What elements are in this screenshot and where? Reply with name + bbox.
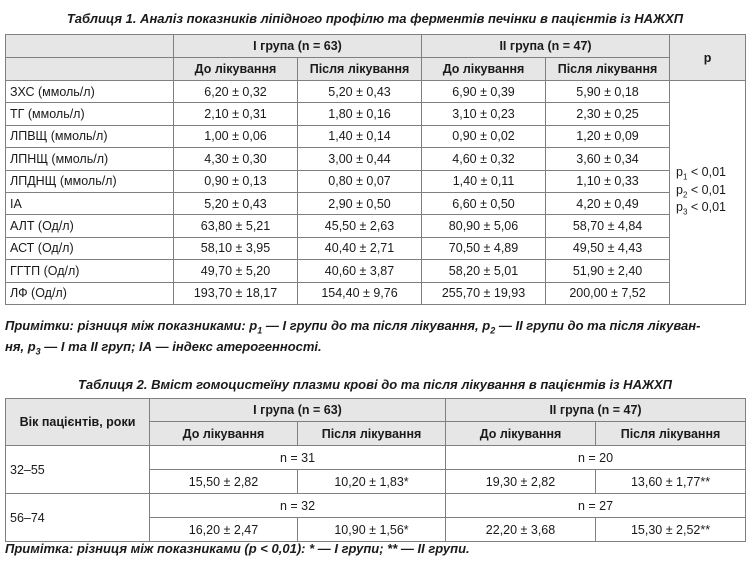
g1-after-value: 10,90 ± 1,56* — [298, 518, 446, 542]
g1-before-value: 16,20 ± 2,47 — [150, 518, 298, 542]
g2-before-value: 22,20 ± 3,68 — [446, 518, 596, 542]
p-values-cell — [670, 81, 746, 305]
g2-before-value: 255,70 ± 19,93 — [422, 282, 546, 304]
g2-before-value: 19,30 ± 2,82 — [446, 470, 596, 494]
table1-p-header: p — [670, 35, 746, 81]
table1-corner — [6, 35, 174, 58]
table1-group2-header: II група (n = 47) — [422, 35, 670, 58]
group2-n-count: n = 27 — [446, 494, 746, 518]
g2-after-value: 1,10 ± 0,33 — [546, 170, 670, 192]
table-row — [6, 494, 746, 518]
g1-before-value: 5,20 ± 0,43 — [174, 192, 298, 214]
table1-group1-header: I група (n = 63) — [174, 35, 422, 58]
g1-after-value: 3,00 ± 0,44 — [298, 148, 422, 170]
table2-note: Примітка: різниця між показниками (p < 0,01): * — I групи; ** — II групи. — [5, 541, 470, 556]
table1-g1-after-header: Після лікування — [298, 58, 422, 81]
table1-caption: Таблиця 1. Аналіз показників ліпідного профілю та ферментів печінки в пацієнтів із НАЖХП — [66, 11, 684, 26]
p2-value: $p_2 < 0,01$ — [676, 182, 727, 200]
g2-after-value: 58,70 ± 4,84 — [546, 215, 670, 237]
row-label: ЗХС (ммоль/л) — [6, 81, 174, 103]
g2-after-value: 4,20 ± 0,49 — [546, 192, 670, 214]
table1-corner-2 — [6, 58, 174, 81]
g2-before-value: 6,60 ± 0,50 — [422, 192, 546, 214]
table1-g2-before-header: До лікування — [422, 58, 546, 81]
row-label: ІА — [6, 192, 174, 214]
age-range-label: 56–74 — [6, 494, 150, 542]
g1-after-value: 10,20 ± 1,83* — [298, 470, 446, 494]
table1-note: Примітки: різниця між показниками: $p_1$ — I групи до та після лікування, $p_2$ — II групи до та після лікуван- ня, $p_3$ — I та II груп; ІА — індекс атерогенності. — [5, 318, 701, 357]
row-label: ЛПНЩ (ммоль/л) — [6, 148, 174, 170]
table1-lipid-profile — [5, 34, 746, 305]
table-row — [6, 192, 746, 214]
table-row — [6, 237, 746, 259]
table2-group1-header: I група (n = 63) — [150, 399, 446, 422]
table2-g2-before-header: До лікування — [446, 422, 596, 446]
g1-after-value: 154,40 ± 9,76 — [298, 282, 422, 304]
g2-before-value: 4,60 ± 0,32 — [422, 148, 546, 170]
g2-after-value: 13,60 ± 1,77** — [596, 470, 746, 494]
g1-after-value: 40,60 ± 3,87 — [298, 260, 422, 282]
g1-before-value: 1,00 ± 0,06 — [174, 125, 298, 147]
group1-n-count: n = 31 — [150, 446, 446, 470]
table2-g1-after-header: Після лікування — [298, 422, 446, 446]
table-row — [6, 215, 746, 237]
g2-before-value: 1,40 ± 0,11 — [422, 170, 546, 192]
g2-before-value: 58,20 ± 5,01 — [422, 260, 546, 282]
table-row — [6, 103, 746, 125]
table1-g1-before-header: До лікування — [174, 58, 298, 81]
table2-age-header: Вік пацієнтів, роки — [6, 399, 150, 446]
table2-g1-before-header: До лікування — [150, 422, 298, 446]
g1-before-value: 193,70 ± 18,17 — [174, 282, 298, 304]
g2-before-value: 70,50 ± 4,89 — [422, 237, 546, 259]
g1-after-value: 45,50 ± 2,63 — [298, 215, 422, 237]
row-label: ЛПВЩ (ммоль/л) — [6, 125, 174, 147]
g2-after-value: 200,00 ± 7,52 — [546, 282, 670, 304]
table2-g2-after-header: Після лікування — [596, 422, 746, 446]
g1-after-value: 2,90 ± 0,50 — [298, 192, 422, 214]
g1-after-value: 0,80 ± 0,07 — [298, 170, 422, 192]
table1-g2-after-header: Після лікування — [546, 58, 670, 81]
table-row — [6, 170, 746, 192]
row-label: ЛПДНЩ (ммоль/л) — [6, 170, 174, 192]
row-label: АСТ (Од/л) — [6, 237, 174, 259]
row-label: ГГТП (Од/л) — [6, 260, 174, 282]
table2-group2-header: II група (n = 47) — [446, 399, 746, 422]
g2-before-value: 6,90 ± 0,39 — [422, 81, 546, 103]
g2-after-value: 3,60 ± 0,34 — [546, 148, 670, 170]
table-row — [6, 148, 746, 170]
age-range-label: 32–55 — [6, 446, 150, 494]
g2-after-value: 5,90 ± 0,18 — [546, 81, 670, 103]
table2-caption: Таблиця 2. Вміст гомоцистеїну плазми крові до та після лікування в пацієнтів із НАЖХП — [77, 377, 673, 392]
table-row — [6, 260, 746, 282]
row-label: ЛФ (Од/л) — [6, 282, 174, 304]
table-row — [6, 282, 746, 304]
table-row — [6, 125, 746, 147]
g1-before-value: 15,50 ± 2,82 — [150, 470, 298, 494]
g1-after-value: 1,40 ± 0,14 — [298, 125, 422, 147]
p1-value: $p_1 < 0,01$ — [676, 165, 727, 182]
g2-before-value: 0,90 ± 0,02 — [422, 125, 546, 147]
g1-after-value: 5,20 ± 0,43 — [298, 81, 422, 103]
g2-after-value: 51,90 ± 2,40 — [546, 260, 670, 282]
g2-after-value: 2,30 ± 0,25 — [546, 103, 670, 125]
group1-n-count: n = 32 — [150, 494, 446, 518]
g1-before-value: 58,10 ± 3,95 — [174, 237, 298, 259]
g1-before-value: 63,80 ± 5,21 — [174, 215, 298, 237]
g2-after-value: 49,50 ± 4,43 — [546, 237, 670, 259]
g2-before-value: 3,10 ± 0,23 — [422, 103, 546, 125]
table2-homocysteine — [5, 398, 746, 542]
table-row — [6, 446, 746, 470]
g1-before-value: 49,70 ± 5,20 — [174, 260, 298, 282]
g2-after-value: 1,20 ± 0,09 — [546, 125, 670, 147]
row-label: АЛТ (Од/л) — [6, 215, 174, 237]
g1-before-value: 0,90 ± 0,13 — [174, 170, 298, 192]
g1-after-value: 1,80 ± 0,16 — [298, 103, 422, 125]
g1-before-value: 6,20 ± 0,32 — [174, 81, 298, 103]
row-label: ТГ (ммоль/л) — [6, 103, 174, 125]
g1-before-value: 4,30 ± 0,30 — [174, 148, 298, 170]
g1-after-value: 40,40 ± 2,71 — [298, 237, 422, 259]
g1-before-value: 2,10 ± 0,31 — [174, 103, 298, 125]
table-row — [6, 81, 746, 103]
g2-before-value: 80,90 ± 5,06 — [422, 215, 546, 237]
p3-value: $p_3 < 0,01$ — [676, 200, 727, 217]
g2-after-value: 15,30 ± 2,52** — [596, 518, 746, 542]
group2-n-count: n = 20 — [446, 446, 746, 470]
